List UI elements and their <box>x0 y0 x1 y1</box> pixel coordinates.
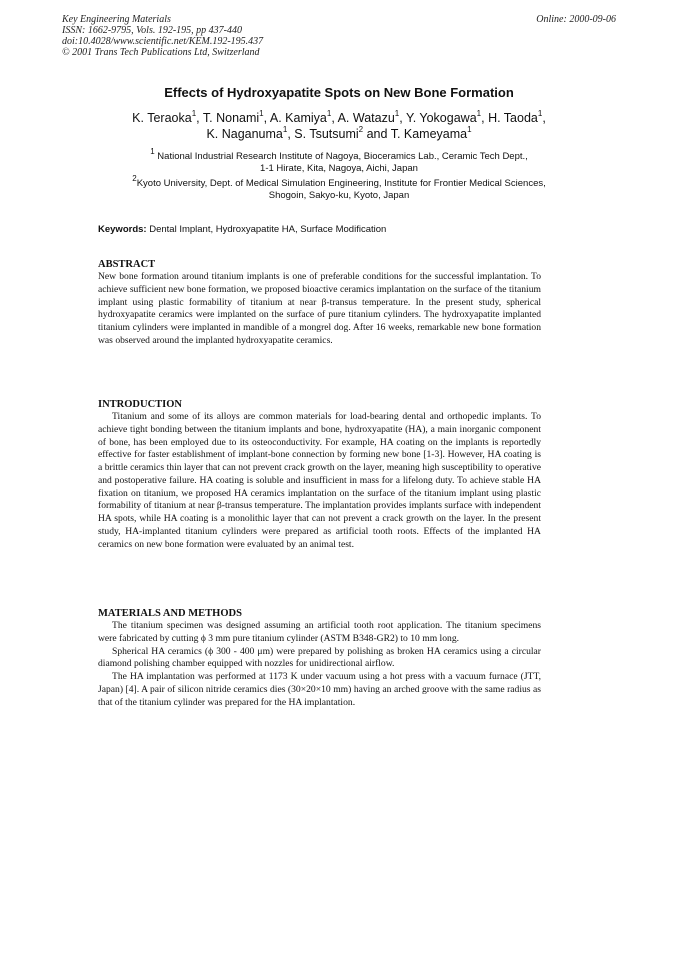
methods-heading: MATERIALS AND METHODS <box>98 608 242 619</box>
methods-paragraph: The HA implantation was performed at 1173 K under vacuum using a hot press with a vacuum furnace (JTT, Japan) [4]. A pair of silicon nitride ceramics dies (30×20×10 mm) having an arched groove with the same radius as that of the titanium cylinder was prepared for the HA implantation. <box>98 671 541 708</box>
affiliation-marker: 1 <box>150 146 155 156</box>
abstract-paragraph: New bone formation around titanium implants is one of preferable conditions for the successful implantation. To achieve sufficient new bone formation, we proposed bioactive ceramics implantation on the surface of the titanium implant using plastic formability of titanium at near β-transus temperature. In the present study, spherical hydroxyapatite ceramics were implanted on the surface of pure titanium cylinders. The hydroxyapatite implanted titanium cylinders were implanted in mandible of a mongrel dog. After 16 weeks, remarkable new bone formation was observed around the implanted hydroxyapatite ceramics. <box>98 271 541 346</box>
author-affiliation-marker: 1 <box>467 124 472 134</box>
abstract-text <box>98 271 541 348</box>
author-name: K. Naganuma <box>206 127 283 141</box>
affiliation-address: Shogoin, Sakyo-ku, Kyoto, Japan <box>268 190 410 201</box>
author-affiliation-marker: 1 <box>259 108 264 118</box>
author-affiliation-marker: 2 <box>358 124 364 134</box>
affiliation-text: National Industrial Research Institute of Nagoya, Bioceramics Lab., Ceramic Tech Dept., <box>157 151 528 162</box>
affiliation-2 <box>60 173 618 202</box>
author-line-2 <box>60 126 618 142</box>
author-name: Y. Yokogawa <box>405 111 477 125</box>
author-separator: , <box>481 111 489 125</box>
author-separator: and <box>363 127 391 141</box>
author-separator: , <box>263 111 270 125</box>
introduction-paragraph: Titanium and some of its alloys are common materials for load-bearing dental and orthopedic implants. To achieve tight bonding between the titanium implants and bone, hydroxyapatite (HA), a main inorganic component of bone, has been employed due to its osteoconductivity. For example, HA coating on the implants is reportedly effective for faster establishment of implant-bone connection by forming new bone [1-3]. However, HA coating is a brittle ceramics thin layer that can not prevent crack growth on the layer, meaning high susceptibility to operative and postoperative failure. HA coating is soluble and insufficient in mass for a lifelong duty. To achieve stable HA fixation on titanium, we proposed HA ceramics implantation on the surface of the titanium implant using plastic formability of titanium at near β-transus temperature. The implantation provides implants surface with independent HA spots, while HA coating is a monolithic layer that can not prevent a crack growth on the layer. In the present study, HA-implanted titanium cylinders were prepared as artificial tooth roots. Effects of the implanted HA ceramics on new bone formation were evaluated by an animal test. <box>98 411 541 550</box>
keywords-text: Dental Implant, Hydroxyapatite HA, Surface Modification <box>146 224 387 235</box>
author-separator: , <box>331 111 338 125</box>
author-affiliation-marker: 1 <box>282 124 288 134</box>
author-separator: , <box>196 111 203 125</box>
author-name: S. Tsutsumi <box>294 127 359 141</box>
author-affiliation-marker: 1 <box>476 108 482 118</box>
author-affiliation-marker: 1 <box>326 108 332 118</box>
journal-header <box>62 14 263 58</box>
author-affiliation-marker: 1 <box>537 108 543 118</box>
doi-line: doi:10.4028/www.scientific.net/KEM.192-195.437 <box>62 36 264 47</box>
affiliation-address: 1-1 Hirate, Kita, Nagoya, Aichi, Japan <box>260 163 418 174</box>
issn-line: ISSN: 1662-9795, Vols. 192-195, pp 437-440 <box>62 25 242 36</box>
keywords <box>98 224 578 236</box>
author-name: A. Watazu <box>337 111 395 125</box>
affiliation-text: Kyoto University, Dept. of Medical Simulation Engineering, Institute for Frontier Medical Sciences, <box>136 178 546 189</box>
author-affiliation-marker: 1 <box>394 108 400 118</box>
introduction-text <box>98 411 541 551</box>
author-affiliation-marker: 1 <box>191 108 197 118</box>
methods-paragraph: The titanium specimen was designed assuming an artificial tooth root application. The titanium specimens were fabricated by cutting ϕ 3 mm pure titanium cylinder (ASTM B348-GR2) to 10 mm long. <box>98 620 541 644</box>
introduction-heading: INTRODUCTION <box>98 399 183 410</box>
author-name: A. Kamiya <box>269 111 327 125</box>
copyright-line: © 2001 Trans Tech Publications Ltd, Switzerland <box>62 47 260 58</box>
author-line-1 <box>60 110 618 126</box>
author-name: K. Teraoka <box>132 111 192 125</box>
paper-title: Effects of Hydroxyapatite Spots on New Bone Formation <box>164 85 514 100</box>
author-separator: , <box>399 111 406 125</box>
author-name: H. Taoda <box>488 111 538 125</box>
author-name: T. Kameyama <box>390 127 468 141</box>
journal-name: Key Engineering Materials <box>62 14 171 25</box>
affiliation-marker: 2 <box>132 173 137 183</box>
author-separator: , <box>287 127 295 141</box>
methods-text <box>98 620 541 709</box>
affiliation-1 <box>60 146 618 175</box>
methods-paragraph: Spherical HA ceramics (ϕ 300 - 400 μm) were prepared by polishing as broken HA ceramics using a circular diamond polishing chamber equipped with nozzles for unidirectional airflow. <box>98 645 541 670</box>
online-date: Online: 2000-09-06 <box>536 14 616 25</box>
keywords-label: Keywords: <box>98 224 147 235</box>
author-list <box>60 110 618 142</box>
author-separator: , <box>542 111 546 125</box>
abstract-heading: ABSTRACT <box>98 259 156 270</box>
author-name: T. Nonami <box>202 111 260 125</box>
